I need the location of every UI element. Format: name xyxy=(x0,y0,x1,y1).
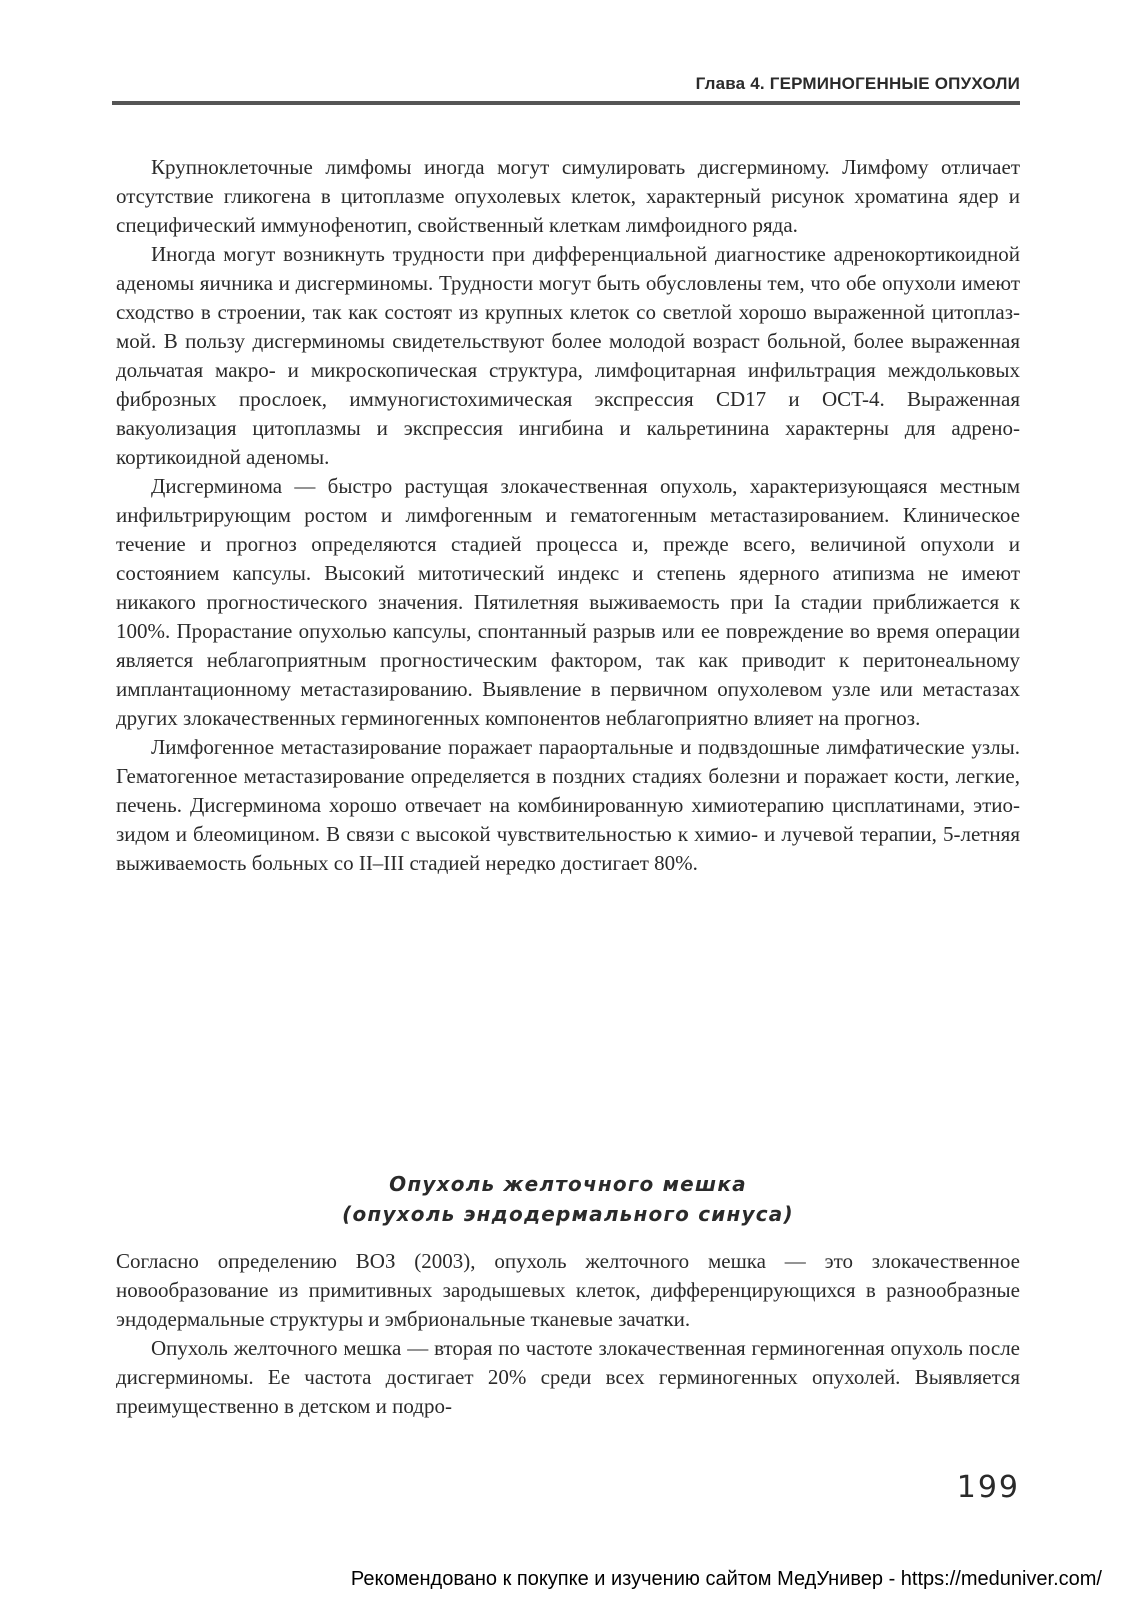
page-number: 199 xyxy=(956,1470,1020,1505)
paragraph: Крупноклеточные лимфомы иногда могут симулировать дисгерминому. Лимфому отличает отсутствие гликогена в цитоплазме опухолевых клеток, характерный рисунок хроматина ядер и специфический иммунофенотип, свойственный клеткам лимфоидного ряда. xyxy=(116,155,1020,237)
paragraph: Иногда могут возникнуть трудности при дифференциальной диагностике адренокортикоидной аденомы яичника и дисгерминомы. Трудности могут быть обусловлены тем, что обе опухоли имеют сходство в строении, так как состоят из крупных клеток со светлой хорошо выраженной цитоплазмой. В пользу дисгерминомы свидетельствуют более молодой возраст больной, более выраженная дольчатая макро- и микроскопическая структура, лимфоцитарная инфильтрация междольковых фиброзных прослоек, иммуногистохимическая экспрессия CD17 и OCT-4. Выраженная вакуолизация цитоплазмы и экспрессия ингибина и кальретинина характерны для адренокортикоидной аденомы. xyxy=(116,242,1020,469)
header-rule xyxy=(112,101,1020,105)
section-text xyxy=(116,1247,1020,1421)
section-heading-line: (опухоль эндодермального синуса) xyxy=(342,1202,794,1226)
paragraph: Согласно определению ВОЗ (2003), опухоль желточного мешка — это злокачественное новообразование из примитивных зародышевых клеток, дифференцирующихся в разнообразные эндодермальные структуры и эмбриональные тканевые зачатки. xyxy=(116,1249,1020,1331)
paragraph: Опухоль желточного мешка — вторая по частоте злокачественная герминогенная опухоль после дисгерминомы. Ее частота достигает 20% среди всех герминогенных опухолей. Выявляется преимущественно в детском и подро- xyxy=(116,1336,1020,1418)
section-heading xyxy=(116,1169,1020,1229)
paragraph: Дисгерминома — быстро растущая злокачественная опухоль, характеризующаяся местным инфильтрирующим ростом и лимфогенным и гематогенным метастазированием. Клиническое течение и прогноз определяются стадией процесса и, прежде всего, величиной опухоли и состоянием капсулы. Высокий митотический индекс и степень ядерного атипизма не имеют никакого прогностического значения. Пятилетняя выживаемость при Ia стадии приближается к 100%. Прорастание опухолью капсулы, спонтанный разрыв или ее повреждение во время операции является неблагоприятным прогностическим фактором, так как приводит к перитонеальному имплантационному метастазированию. Выявление в первичном опухолевом узле или метастазах других злокачественных герминогенных компонентов неблагоприятно влияет на прогноз. xyxy=(116,474,1020,730)
running-title: Глава 4. ГЕРМИНОГЕННЫЕ ОПУХОЛИ xyxy=(695,74,1020,93)
section-heading-line: Опухоль желточного мешка xyxy=(389,1172,747,1196)
paragraph: Лимфогенное метастазирование поражает параортальные и подвздошные лимфатические узлы. Гематогенное метастазирование определяется в поздних стадиях болезни и поражает кости, легкие, печень. Дисгерминома хорошо отвечает на комбинированную химиотерапию цисплатинами, этиозидом и блеомицином. В связи с высокой чувствительностью к химио- и лучевой терапии, 5-летняя выживаемость больных со II–III стадией нередко достигает 80%. xyxy=(116,735,1020,875)
main-text xyxy=(116,153,1020,878)
watermark-text: Рекомендовано к покупке и изучению сайтом МедУнивер - https://meduniver.com/ xyxy=(350,1568,1102,1590)
